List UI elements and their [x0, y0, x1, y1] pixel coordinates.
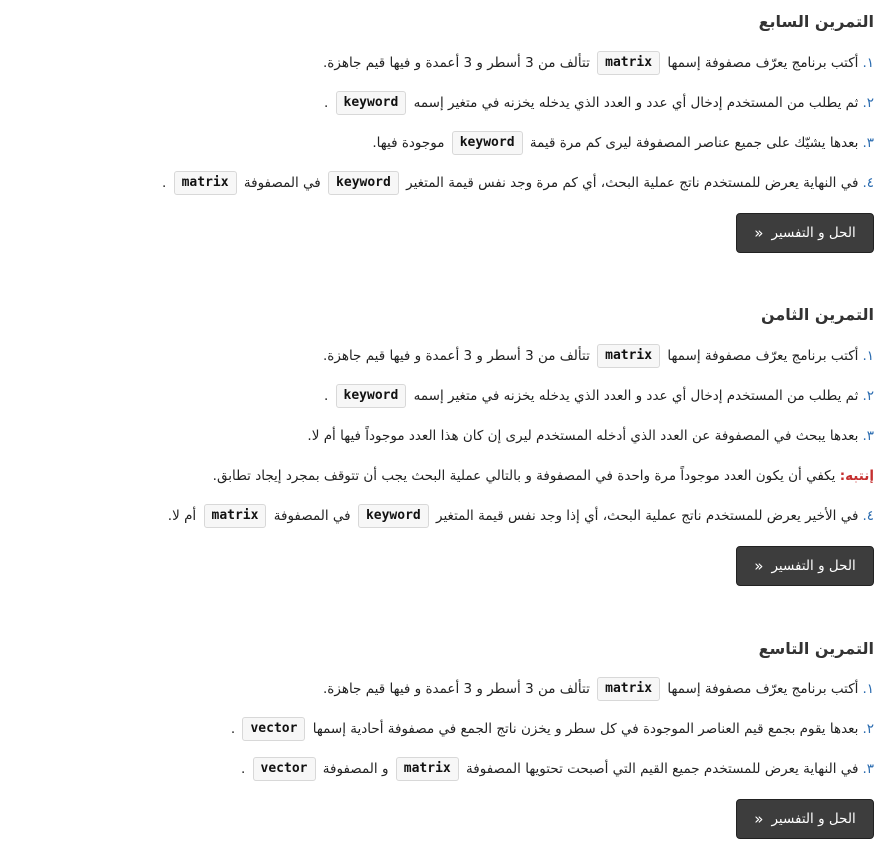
- code-keyword: keyword: [328, 171, 399, 195]
- exercise-9-title: التمرين التاسع: [758, 639, 874, 658]
- double-chevron-icon: «: [754, 810, 764, 828]
- code-matrix: matrix: [597, 51, 660, 75]
- exercise-7-step-1: ١.أكتب برنامج يعرّف مصفوفة إسمها matrix تتألف من 3 أسطر و 3 أعمدة و فيها قيم جاهزة.: [323, 49, 874, 77]
- solution-button-8[interactable]: [736, 546, 874, 586]
- code-matrix: matrix: [597, 344, 660, 368]
- code-matrix: matrix: [174, 171, 237, 195]
- exercise-7-step-2: ٢.ثم يطلب من المستخدم إدخال أي عدد و العدد الذي يدخله يخزنه في متغير إسمه keyword .: [324, 89, 874, 117]
- code-matrix: matrix: [204, 504, 267, 528]
- code-vector: vector: [253, 757, 316, 781]
- solution-button-label: الحل و التفسير: [771, 811, 856, 827]
- exercise-7-step-3: ٣.بعدها يشيّك على جميع عناصر المصفوفة ليرى كم مرة قيمة keyword موجودة فيها.: [372, 129, 874, 157]
- exercise-7-title: التمرين السابع: [758, 12, 874, 31]
- code-keyword: keyword: [336, 91, 407, 115]
- exercise-9-step-1: ١.أكتب برنامج يعرّف مصفوفة إسمها matrix تتألف من 3 أسطر و 3 أعمدة و فيها قيم جاهزة.: [323, 675, 874, 703]
- solution-button-label: الحل و التفسير: [771, 558, 856, 574]
- solution-button-7[interactable]: [736, 213, 874, 253]
- solution-button-9[interactable]: [736, 799, 874, 839]
- exercise-8-step-4: ٤.في الأخير يعرض للمستخدم ناتج عملية البحث، أي إذا وجد نفس قيمة المتغير keyword في المصفوفة matrix أم لا.: [168, 502, 874, 530]
- double-chevron-icon: «: [754, 557, 764, 575]
- exercise-9-step-2: ٢.بعدها يقوم بجمع قيم العناصر الموجودة في كل سطر و يخزن ناتج الجمع في مصفوفة أحادية إسمها vector .: [231, 715, 874, 743]
- exercise-8-step-2: ٢.ثم يطلب من المستخدم إدخال أي عدد و العدد الذي يدخله يخزنه في متغير إسمه keyword .: [324, 382, 874, 410]
- code-matrix: matrix: [597, 677, 660, 701]
- code-vector: vector: [242, 717, 305, 741]
- code-keyword: keyword: [452, 131, 523, 155]
- code-keyword: keyword: [336, 384, 407, 408]
- warning-label: إنتبه:: [839, 468, 874, 484]
- code-matrix: matrix: [396, 757, 459, 781]
- exercise-8-step-1: ١.أكتب برنامج يعرّف مصفوفة إسمها matrix تتألف من 3 أسطر و 3 أعمدة و فيها قيم جاهزة.: [323, 342, 874, 370]
- code-keyword: keyword: [358, 504, 429, 528]
- double-chevron-icon: «: [754, 224, 764, 242]
- exercise-7-step-4: ٤.في النهاية يعرض للمستخدم ناتج عملية البحث، أي كم مرة وجد نفس قيمة المتغير keyword في المصفوفة matrix .: [162, 169, 874, 197]
- exercise-8-title: التمرين الثامن: [760, 305, 874, 324]
- exercise-8-note: إنتبه: يكفي أن يكون العدد موجوداً مرة واحدة في المصفوفة و بالتالي عملية البحث يجب أن تتوقف بمجرد إيجاد تطابق.: [212, 468, 874, 484]
- exercise-9-step-3: ٣.في النهاية يعرض للمستخدم جميع القيم التي أصبحت تحتويها المصفوفة matrix و المصفوفة vector .: [241, 755, 874, 783]
- exercise-8-step-3: ٣.بعدها يبحث في المصفوفة عن العدد الذي أدخله المستخدم ليرى إن كان هذا العدد موجوداً فيها أم لا.: [307, 428, 874, 444]
- solution-button-label: الحل و التفسير: [771, 225, 856, 241]
